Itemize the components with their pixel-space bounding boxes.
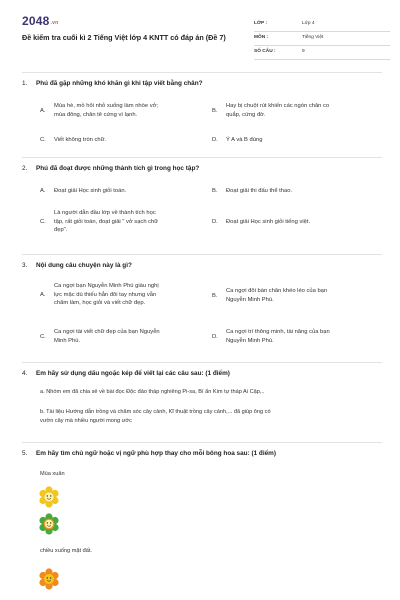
question-title <box>22 450 276 457</box>
question-2 <box>22 165 382 255</box>
option-d[interactable] <box>212 218 382 228</box>
option-c[interactable] <box>40 136 210 146</box>
option-letter: B. <box>212 188 218 194</box>
question-number: 5. <box>22 450 28 457</box>
option-text: Ca ngợi đôi bàn chân khéo léo của bạn Nguyễn Minh Phú. <box>226 288 328 303</box>
option-a[interactable] <box>40 187 210 197</box>
option-letter: C. <box>40 137 46 143</box>
option-text: Là người dẫn đầu lớp về thành tích học tập, rất giỏi toán, đoạt giải " vở sạch chữ đẹp". <box>54 210 159 234</box>
question-3 <box>22 262 382 362</box>
flower-blank-icon <box>38 486 60 508</box>
option-letter: C. <box>40 334 46 340</box>
option-b[interactable] <box>212 102 382 122</box>
logo-suffix: .vn <box>50 20 59 26</box>
question-number: 2. <box>22 165 28 172</box>
meta-value: 9 <box>302 49 305 54</box>
option-text: Ý A và B đúng <box>226 137 263 143</box>
meta-row-subject <box>254 32 390 46</box>
meta-key: MÔN : <box>254 35 269 40</box>
option-text: Ca ngợi trí thông minh, tài năng của bạn Nguyễn Minh Phú. <box>226 329 330 344</box>
option-text: Đoạt giải Học sinh giỏi toán. <box>54 188 127 194</box>
option-letter: D. <box>212 219 218 225</box>
option-text: Đoạt giải thi đấu thể thao. <box>226 188 293 194</box>
meta-key: LỚP : <box>254 21 268 26</box>
option-letter: A. <box>40 108 46 114</box>
document-title: Đề kiểm tra cuối kì 2 Tiếng Việt lớp 4 KNTT có đáp án (Đề 7) <box>22 33 226 42</box>
question-5 <box>22 450 382 600</box>
logo-text: 2048 <box>22 14 50 28</box>
option-c[interactable] <box>40 209 210 237</box>
option-d[interactable] <box>212 328 382 348</box>
flower-blank-icon <box>38 568 60 590</box>
option-d[interactable] <box>212 136 382 146</box>
option-letter: C. <box>40 219 46 225</box>
meta-row-class <box>254 18 390 32</box>
meta-key: SỐ CÂU : <box>254 49 276 54</box>
option-c[interactable] <box>40 328 210 348</box>
option-text: Hay bị chuột rút khiến các ngón chân co quắp, cứng đờ. <box>226 103 330 118</box>
meta-table <box>254 18 390 60</box>
option-letter: D. <box>212 334 218 340</box>
option-letter: A. <box>40 292 46 298</box>
option-letter: A. <box>40 188 46 194</box>
divider <box>22 72 382 73</box>
option-letter: D. <box>212 137 218 143</box>
question-line: Mùa xuân <box>40 471 65 477</box>
question-text: Phú đã đoạt được những thành tích gì trong học tập? <box>36 165 200 172</box>
option-text: Ca ngợi tài viết chữ đẹp của bạn Nguyễn Minh Phú. <box>54 329 160 344</box>
meta-row-count <box>254 46 390 60</box>
question-title <box>22 370 230 377</box>
question-line: b. Tài liệu Hướng dẫn trồng và chăm sóc cây cảnh, Kĩ thuật trồng cây cảnh,... đã giúp ông có <box>40 409 271 415</box>
meta-value: Tiếng Việt <box>302 35 324 40</box>
divider <box>22 362 382 363</box>
option-b[interactable] <box>212 287 382 307</box>
option-a[interactable] <box>40 102 210 122</box>
question-number: 3. <box>22 262 28 269</box>
question-4 <box>22 370 382 440</box>
site-logo[interactable] <box>22 14 58 28</box>
question-title <box>22 165 199 172</box>
option-text: Viết không tròn chữ. <box>54 137 107 143</box>
option-b[interactable] <box>212 187 382 197</box>
question-text: Phú đã gặp những khó khăn gì khi tập viết bằng chân? <box>36 80 203 87</box>
question-1 <box>22 80 382 160</box>
divider <box>22 442 382 443</box>
page-header <box>22 14 382 62</box>
option-letter: B. <box>212 108 218 114</box>
question-number: 1. <box>22 80 28 87</box>
option-text: Đoạt giải Học sinh giỏi tiếng việt. <box>226 219 311 225</box>
divider <box>22 254 382 255</box>
question-title <box>22 262 132 269</box>
option-text: Mùa hè, mồ hôi nhỏ xuống làm nhòe vở; mùa đông, chân tê cứng vì lạnh. <box>54 103 159 118</box>
question-line: chiều xuống mặt đất. <box>40 548 92 554</box>
question-text: Em hãy tìm chủ ngữ hoặc vị ngữ phù hợp thay cho mỗi bông hoa sau: (1 điểm) <box>36 450 276 457</box>
option-text: Ca ngợi bạn Nguyễn Minh Phú giàu nghị lực mặc dù thiếu hẳn đôi tay nhưng vẫn chăm làm, học giỏi và viết chữ đẹp. <box>54 283 159 307</box>
option-letter: B. <box>212 293 218 299</box>
option-a[interactable] <box>40 282 210 310</box>
question-text: Em hãy sử dụng dấu ngoặc kép để viết lại các câu sau: (1 điểm) <box>36 370 230 377</box>
question-line: a. Nhóm em đã chia sẻ về bài đọc Độc đáo tháp nghiêng Pi-sa, Bí ẩn Kim tự tháp Ai Cập,.. <box>40 389 265 395</box>
meta-value: Lớp 4 <box>302 21 315 26</box>
question-number: 4. <box>22 370 28 377</box>
flower-blank-icon <box>38 513 60 535</box>
divider <box>22 157 382 158</box>
question-line: vườn cây mà nhiều người mong ước <box>40 418 132 424</box>
question-title <box>22 80 203 87</box>
question-text: Nội dung câu chuyện này là gì? <box>36 262 132 269</box>
